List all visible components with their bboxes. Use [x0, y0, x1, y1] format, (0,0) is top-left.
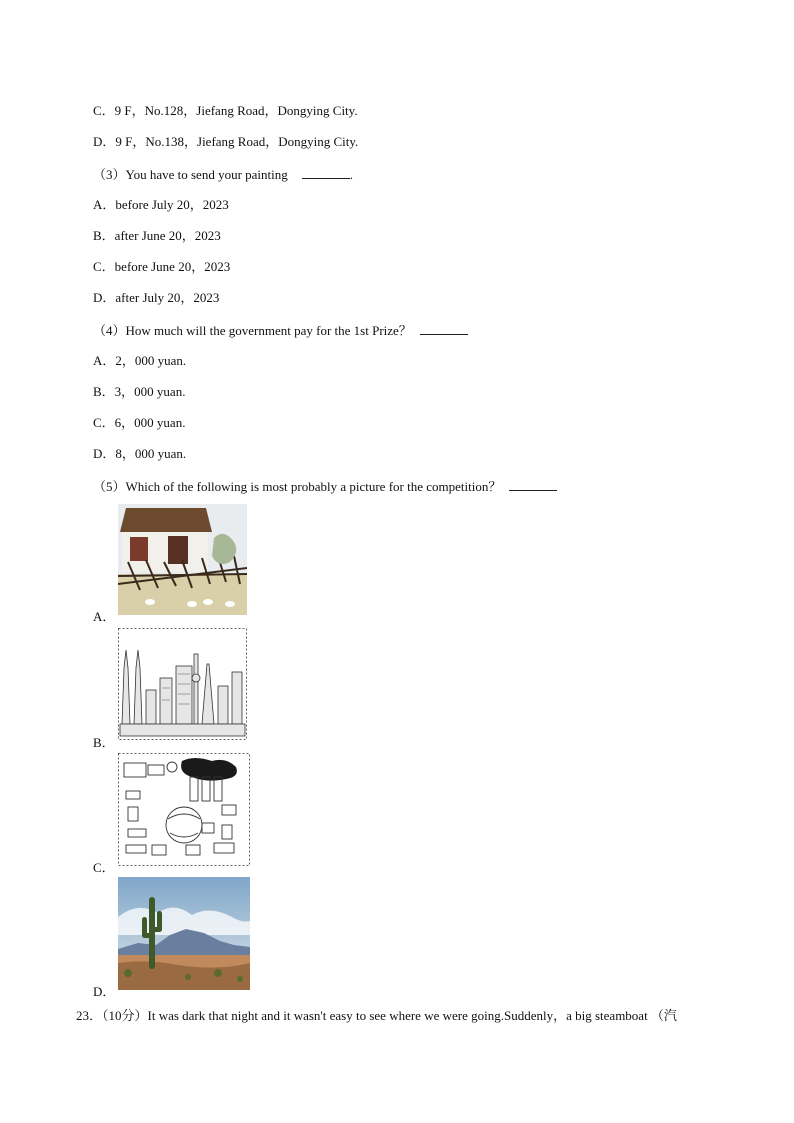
q4-option-a: A．2，000 yuan.: [93, 353, 187, 368]
q3-stem-text: （3）You have to send your painting: [93, 167, 288, 182]
q5-option-a-letter: A．: [93, 609, 116, 624]
q5-option-c-letter: C．: [93, 860, 115, 875]
q5-stem: [93, 478, 557, 495]
q4-stem-text: （4）How much will the government pay for the 1st Prize？: [93, 323, 412, 338]
desert-cactus-image: [118, 877, 250, 990]
q3-stem: （3）You have to send your painting .: [93, 167, 354, 182]
answer-blank: [420, 322, 468, 335]
q3-option-c: C．before June 20，2023: [93, 259, 231, 274]
q3-option-a: A．before July 20，2023: [93, 197, 229, 212]
city-skyline-image: [118, 628, 247, 740]
cottage-painting-image: [118, 504, 247, 615]
q23-text: 23．（10分）It was dark that night and it wasn't easy to see where we were going.Suddenly，a big steamboat （汽: [76, 1008, 677, 1023]
q5-option-a: [93, 504, 253, 624]
q3-option-b: B．after June 20，2023: [93, 228, 221, 243]
q5-option-c: [93, 753, 253, 875]
q4-option-d: D．8，000 yuan.: [93, 446, 187, 461]
answer-blank: [509, 478, 557, 491]
q2-option-c: C．9 F，No.128，Jiefang Road，Dongying City.: [93, 103, 358, 118]
q5-option-b-letter: B．: [93, 735, 115, 750]
answer-blank: [302, 166, 350, 179]
q5-option-d: [93, 877, 263, 997]
q4-option-c: C．6，000 yuan.: [93, 415, 186, 430]
pollution-collage-image: [118, 753, 250, 866]
q4-option-b: B．3，000 yuan.: [93, 384, 186, 399]
q5-stem-text: （5）Which of the following is most probably a picture for the competition？: [93, 479, 502, 494]
q2-option-d: D．9 F，No.138，Jiefang Road，Dongying City.: [93, 134, 359, 149]
q4-stem: [93, 322, 468, 339]
q5-option-b: [93, 628, 253, 750]
q5-option-d-letter: D．: [93, 984, 116, 999]
q3-option-d: D．after July 20，2023: [93, 290, 220, 305]
